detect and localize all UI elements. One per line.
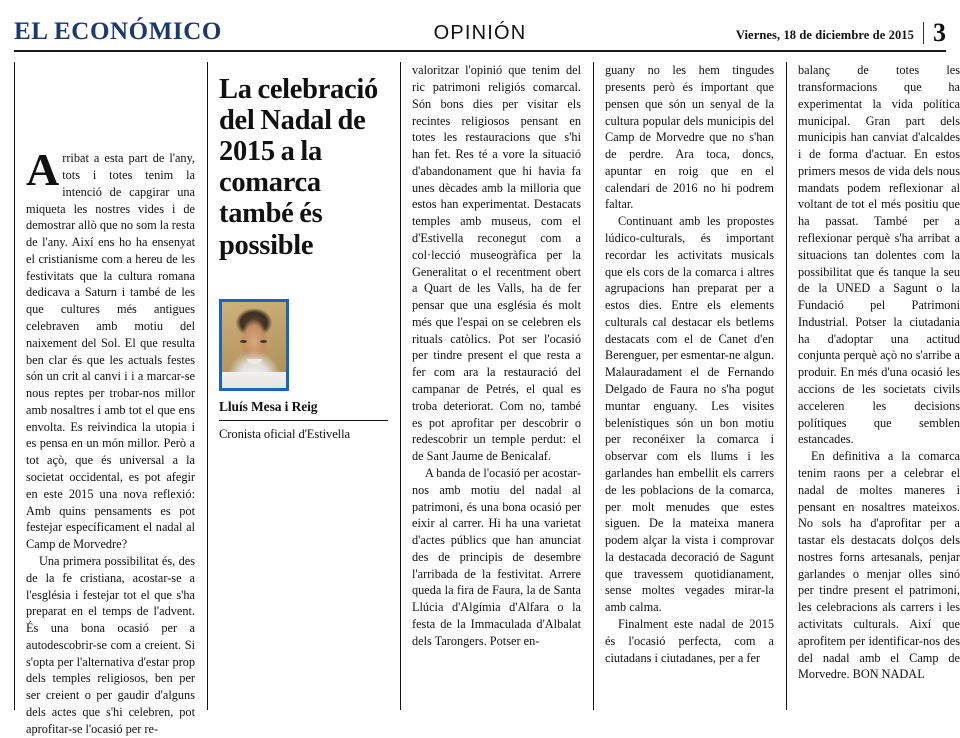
headline-column [219, 62, 388, 710]
author-byline [219, 299, 388, 442]
column-separator-5 [786, 62, 787, 710]
byline-rule [219, 420, 388, 421]
paragraph: Una primera possibilitat és, des de la fe cristiana, acostar-se a l'església i festejar tot el que s'ha preparat en el temps de l'advent. És una bona ocasió per a autodescobrir-se com a creient. Si s'opta per l'alternativa d'estar prop dels temples religiosos, ben per ser creient o per gaudir d'alguns dels actes que s'hi celebren, pot aprofitar-se l'ocasió per re- [26, 553, 195, 736]
paragraph: balanç de totes les transformacions que ha experimentat la vida política municipal. Gran part dels municipis han canviat d'alcaldes i de forma d'actuar. En estos primers mesos de vida dels nous mandats podem reflexionar al voltant de tot el més positiu que ha passat. També per a reflexionar perquè s'ha arribat a situacions tan dolentes com la possibilitat que és tanque la seu de la UNED a Sagunt o la Fundació pel Patrimoni Industrial. Potser la ciutadania ha d'adoptar una actitud conjunta perquè açò no s'arribe a produir. En més d'una ocasió les accions de les societats civils acceleren les decisions polítiques que semblen estancades. [798, 63, 960, 447]
masthead-rule [14, 50, 946, 52]
masthead-meta [735, 18, 946, 48]
article-headline: La celebració del Nadal de 2015 a la comarca també és possible [219, 74, 378, 261]
column-separator-1 [14, 62, 15, 710]
portrait-detail [260, 340, 267, 343]
paragraph: guany no les hem tingudes presents però és important que pensen que són un senyal de la cultura popular dels municipis del Camp de Morvedre que no s'han de perdre. Ara toca, doncs, apuntar en roig que en el calendari de 2016 no hi podrem faltar. [605, 63, 774, 212]
paragraph: Finalment este nadal de 2015 és l'ocasió perfecta, com a ciutadans i ciutadanes, per a fer [605, 616, 774, 665]
paragraph: En definitiva a la comarca tenim raons per a celebrar el nadal de moltes maneres i pensant en nosaltres mateixos. No sols ha d'aprofitar per a tastar els destacats dolços dels nostres forns artesanals, penjar garlandes o menjar olles sinó per tindre present el patrimoni, les celebracions als carrers i les activitats culturals. Així que aprofitem per identificar-nos des del nadal amb el Camp de Morvedre. BON NADAL [798, 449, 960, 682]
column-separator-3 [400, 62, 401, 710]
page-number: 3 [933, 18, 946, 48]
text-column-2 [412, 62, 581, 710]
issue-date: Viernes, 18 de diciembre de 2015 [735, 28, 914, 42]
author-name: Lluís Mesa i Reig [219, 398, 318, 414]
masthead [14, 0, 946, 48]
column-separator-2 [207, 62, 208, 710]
text-column-4 [798, 62, 960, 710]
portrait-detail [240, 340, 247, 343]
paragraph: A banda de l'ocasió per acostar-nos amb motiu del nadal al patrimoni, és una bona ocasió per eixir al carrer. Hi ha una varietat d'actes públics que han anunciat des de principis de desembre l'arribada de la festivitat. Arrere queda la fira de Faura, la de Santa Llúcia d'Algímia d'Alfara o la festa de la Immaculada d'Albalat dels Tarongers. Potser en- [412, 465, 581, 648]
paragraph: Continuant amb les propostes lúdico-culturals, és important recordar les activitats musicals que els cors de la comarca i altres agrupacions han preparat per a estos dies. Entre els elements culturals cal destacar els betlems destacats com el de Canet d'en Berenguer, per esmentar-ne algun. Malauradament el de Fernando Delgado de Faura no s'ha pogut muntar enguany. Les visites belenístiques són un bon motiu per reconéixer la comarca i observar com els llums i les garlandes han embellit els carrers de les poblacions de la comarca, per molt menudes que estes siguen. De la mateixa manera podem alçar la vista i comprovar la destacada decoració de Sagunt que travessem quotidianament, sense moltes vegades mirar-la amb calma. [605, 214, 774, 615]
portrait-detail [247, 359, 262, 364]
author-portrait [219, 299, 289, 391]
paragraph: valoritzar l'opinió que tenim del ric patrimoni religiós comarcal. Són bons dies per visitar els recintes religiosos pensant en totes les restauracions que s'hi han fet. Res té a vore la situació d'abandonament que hi havia fa unes dècades amb la milloria que estos han experimentat. Destacats temples amb museus, com el d'Estivella reconegut com a col·lecció museogràfica per la Generalitat o el recentment obert a Quart de les Valls, ha de fer pensar que una església és molt més que l'espai on se celebren els rituals catòlics. Pot ser l'ocasió per tindre present el que resta a fer com ara la restauració del campanar de Petrés, el qual es troba deteriorat. Com no, també es pot aprofitar per descobrir o redescobrir un temple perdut: el de Sant Jaume de Benicalaf. [412, 63, 581, 464]
text-column-1 [26, 62, 195, 736]
masthead-separator [923, 22, 924, 44]
publication-title: EL ECONÓMICO [14, 18, 222, 45]
section-title: OPINIÓN [433, 22, 527, 44]
author-role: Cronista oficial d'Estivella [219, 426, 350, 441]
column-separator-4 [593, 62, 594, 710]
paragraph: Arribat a esta part de l'any, tots i totes tenim la intenció de capgirar una miqueta les nostres vides i de demostrar allò que no som la resta de l'any. Així ens ho ha ensenyat el cristianisme com a hereu de les festivitats que la cultura romana dedicava a Saturn i també de les que cultures més antigues celebraven amb motiu del naixement del Sol. El que resulta ben clar és que les actuals festes són un crit al canvi i i a marcar-se nous reptes per trobar-nos millor amb nosaltres i amb tot el que ens envolta. Es reivindica la utopia i es pensa en un món millor. Però a tot açò, que és universal a la societat occidental, es pot afegir en este 2015 una nova reflexió: Amb quins pensaments es pot festejar específicament el nadal al Camp de Morvedre? [26, 144, 195, 552]
text-column-3 [605, 62, 774, 710]
portrait-detail [222, 372, 286, 388]
article-body [14, 62, 960, 736]
